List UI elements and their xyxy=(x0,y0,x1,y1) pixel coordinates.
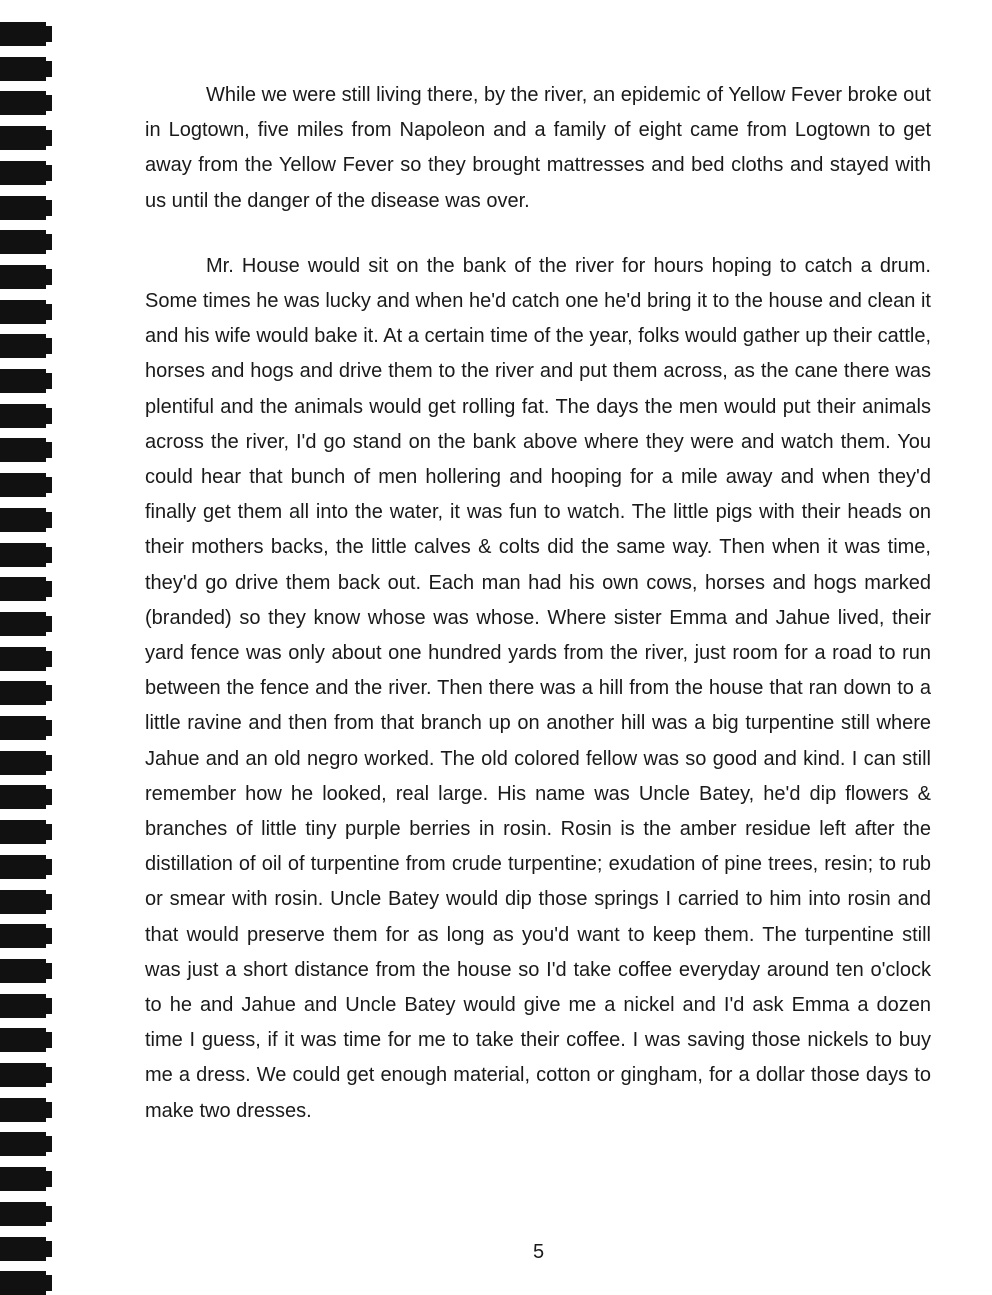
binding-hole xyxy=(0,1098,46,1122)
binding-hole xyxy=(0,1132,46,1156)
binding-hole xyxy=(0,647,46,671)
binding-hole xyxy=(0,369,46,393)
binding-hole xyxy=(0,1028,46,1052)
paragraph-river-memories: Mr. House would sit on the bank of the river for hours hoping to catch a drum. Some times he was lucky and when he'd catch one he'd bring it to the house and clean it and his wife would bake it. At a certain time of the year, folks would gather up their cattle, horses and hogs and drive them to the river and put them across, as the cane there was plentiful and the animals would get rolling fat. The days the men would put their animals across the river, I'd go stand on the bank above where they were and watch them. You could hear that bunch of men hollering and hooping for a mile away and when they'd finally get them all into the water, it was fun to watch. The little pigs with their heads on their mothers backs, the little calves & colts did the same way. Then when it was time, they'd go drive them back out. Each man had his own cows, horses and hogs marked (branded) so they know whose was whose. Where sister Emma and Jahue lived, their yard fence was only about one hundred yards from the river, just room for a road to run between the fence and the river. Then there was a hill from the house that ran down to a little ravine and then from that branch up on another hill was a big turpentine still where Jahue and an old negro worked. The old colored fellow was so good and kind. I can still remember how he looked, real large. His name was Uncle Batey, he'd dip flowers & branches of little tiny purple berries in rosin. Rosin is the amber residue left after the distillation of oil of turpentine from crude turpentine; exudation of pine trees, resin; to rub or smear with rosin. Uncle Batey would dip those springs I carried to him into rosin and that would preserve them for as long as you'd want to keep them. The turpentine still was just a short distance from the house so I'd take coffee everyday around ten o'clock to he and Jahue and Uncle Batey would give me a nickel and I'd ask Emma a dozen time I guess, if it was time for me to take their coffee. I was saving those nickels to buy me a dress. We could get enough material, cotton or gingham, for a dollar those days to make two dresses. xyxy=(145,254,931,1122)
binding-hole xyxy=(0,438,46,462)
binding-hole xyxy=(0,855,46,879)
binding-hole xyxy=(0,334,46,358)
binding-hole xyxy=(0,681,46,705)
binding-hole xyxy=(0,890,46,914)
binding-hole xyxy=(0,1237,46,1261)
binding-hole xyxy=(0,1167,46,1191)
binding-hole xyxy=(0,959,46,983)
binding-hole xyxy=(0,1063,46,1087)
binding-hole xyxy=(0,300,46,324)
page-body xyxy=(145,78,931,1159)
binding-hole xyxy=(0,820,46,844)
binding-hole xyxy=(0,22,46,46)
binding-hole xyxy=(0,751,46,775)
comb-binding-strip xyxy=(0,0,54,1292)
binding-hole xyxy=(0,1202,46,1226)
binding-hole xyxy=(0,196,46,220)
binding-hole xyxy=(0,265,46,289)
binding-hole xyxy=(0,161,46,185)
binding-hole xyxy=(0,994,46,1018)
binding-hole xyxy=(0,508,46,532)
paragraph-yellow-fever: While we were still living there, by the river, an epidemic of Yellow Fever broke out in Logtown, five miles from Napoleon and a family of eight came from Logtown to get away from the Yellow Fever so they brought mattresses and bed cloths and stayed with us until the danger of the disease was over. xyxy=(145,84,931,212)
binding-hole xyxy=(0,57,46,81)
binding-hole xyxy=(0,924,46,948)
binding-hole xyxy=(0,612,46,636)
binding-hole xyxy=(0,404,46,428)
page-number: 5 xyxy=(533,1241,545,1263)
binding-hole xyxy=(0,543,46,567)
binding-hole xyxy=(0,785,46,809)
binding-hole xyxy=(0,1271,46,1295)
binding-hole xyxy=(0,716,46,740)
binding-hole xyxy=(0,577,46,601)
binding-hole xyxy=(0,91,46,115)
binding-hole xyxy=(0,473,46,497)
binding-hole xyxy=(0,126,46,150)
binding-hole xyxy=(0,230,46,254)
